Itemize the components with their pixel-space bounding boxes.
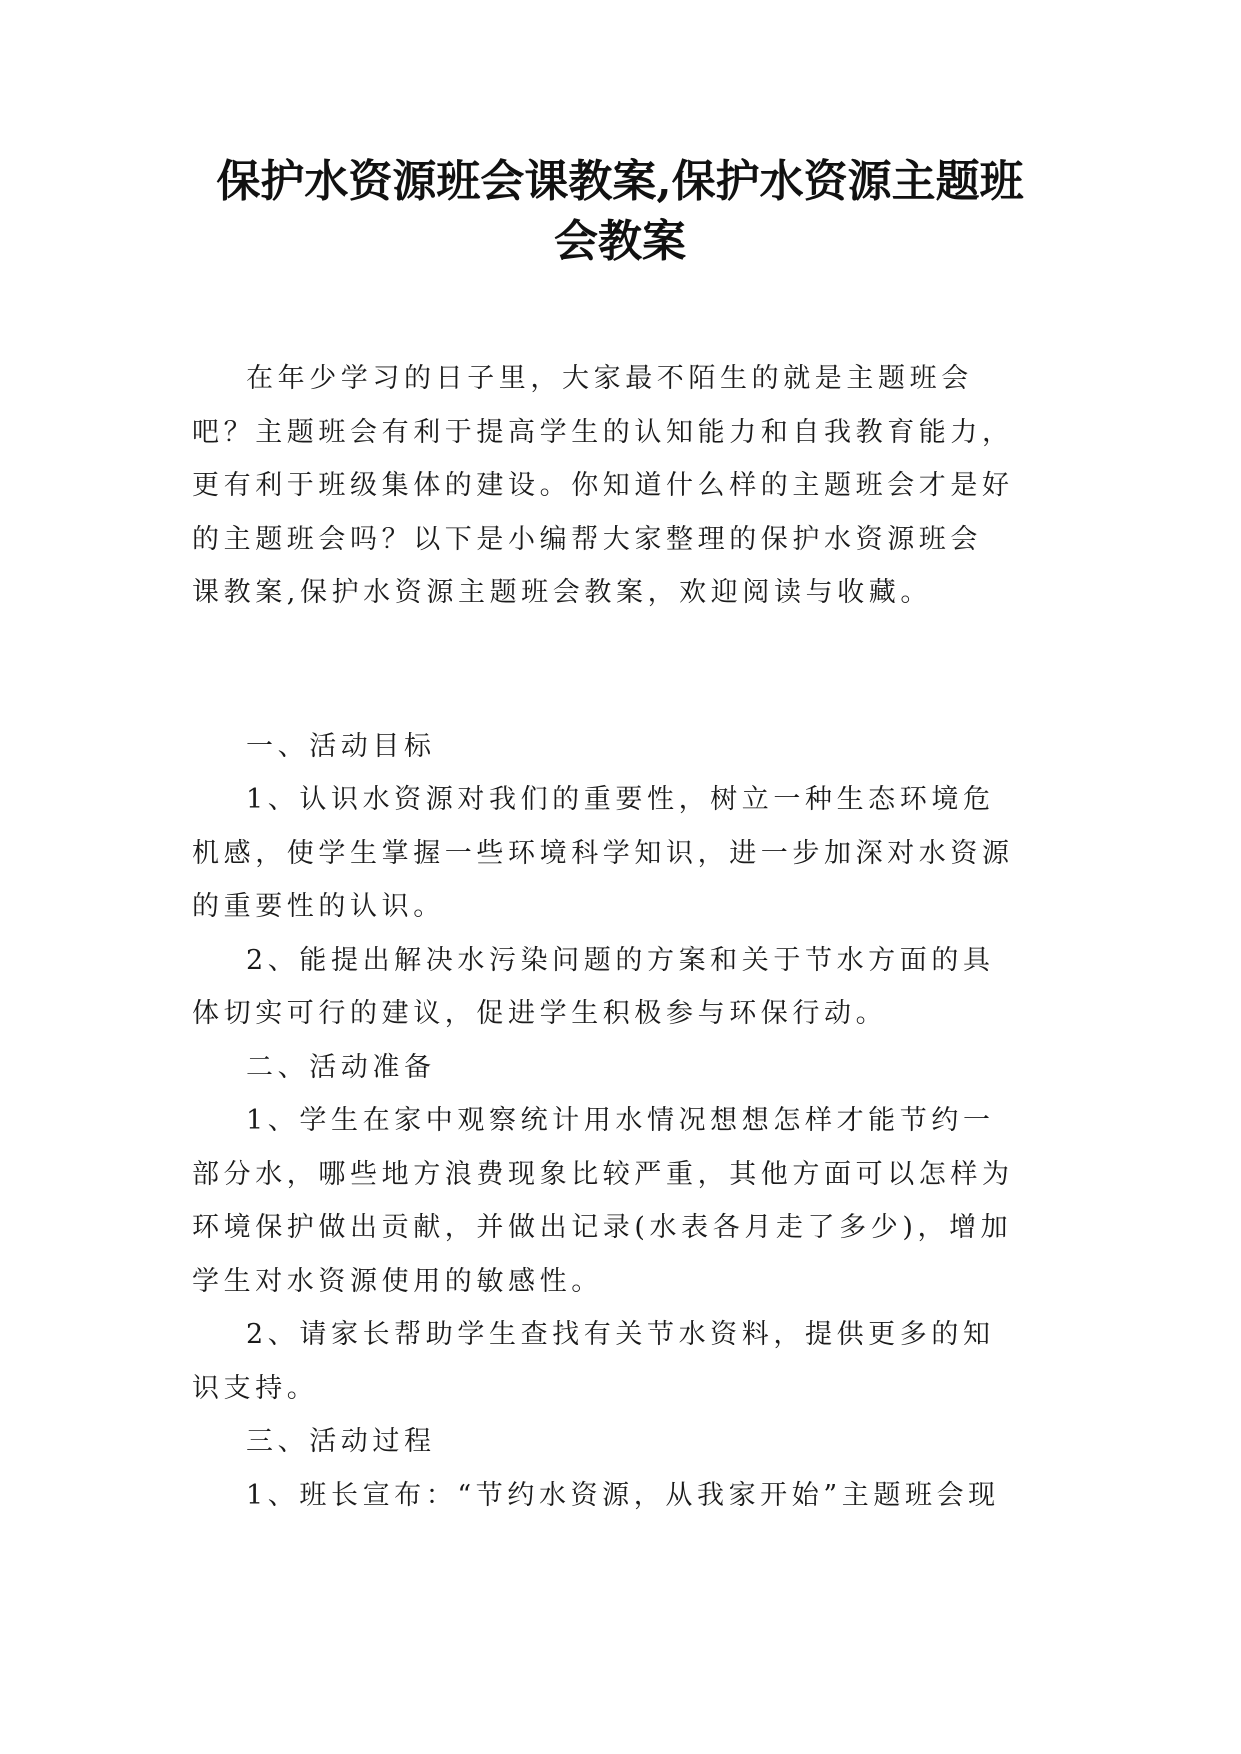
body-paragraph — [192, 934, 1052, 1041]
section-heading — [192, 1415, 1052, 1469]
text-line: 在年少学习的日子里，大家最不陌生的就是主题班会 — [246, 363, 973, 394]
text-line: 学生对水资源使用的敏感性。 — [192, 1265, 603, 1297]
text-line: 一、活动目标 — [246, 730, 436, 762]
text-line: 的主题班会吗？以下是小编帮大家整理的保护水资源班会 — [192, 523, 982, 555]
text-line: 2、能提出解决水污染问题的方案和关于节水方面的具 — [246, 944, 995, 976]
title-line: 保护水资源班会课教案,保护水资源主题班 — [216, 156, 1024, 207]
text-line: 二、活动准备 — [246, 1051, 436, 1083]
body-paragraph — [192, 1469, 1052, 1523]
title-line: 会教案 — [554, 216, 686, 267]
section-heading — [192, 720, 1052, 774]
text-line: 机感，使学生掌握一些环境科学知识，进一步加深对水资源 — [192, 837, 1014, 869]
paragraph-spacer — [192, 620, 1052, 720]
text-line: 1、认识水资源对我们的重要性，树立一种生态环境危 — [246, 784, 995, 815]
text-line: 2、请家长帮助学生查找有关节水资料，提供更多的知 — [246, 1319, 995, 1350]
text-line: 识支持。 — [192, 1372, 319, 1404]
page-title — [180, 152, 1060, 272]
section-heading — [192, 1041, 1052, 1095]
text-line: 1、班长宣布：“节约水资源，从我家开始”主题班会现 — [246, 1479, 1000, 1511]
text-line: 的重要性的认识。 — [192, 891, 445, 922]
document-body — [192, 352, 1052, 1522]
body-paragraph — [192, 1308, 1052, 1415]
text-line: 课教案,保护水资源主题班会教案，欢迎阅读与收藏。 — [192, 577, 932, 608]
text-line: 吧？主题班会有利于提高学生的认知能力和自我教育能力， — [192, 416, 1014, 448]
intro-paragraph — [192, 352, 1052, 620]
body-paragraph — [192, 1094, 1052, 1308]
text-line: 环境保护做出贡献，并做出记录(水表各月走了多少)，增加 — [192, 1212, 1013, 1243]
text-line: 三、活动过程 — [246, 1426, 436, 1457]
text-line: 更有利于班级集体的建设。你知道什么样的主题班会才是好 — [192, 470, 1014, 501]
text-line: 体切实可行的建议，促进学生积极参与环保行动。 — [192, 998, 888, 1029]
body-paragraph — [192, 773, 1052, 934]
text-line: 1、学生在家中观察统计用水情况想想怎样才能节约一 — [246, 1105, 995, 1136]
text-line: 部分水，哪些地方浪费现象比较严重，其他方面可以怎样为 — [192, 1158, 1014, 1190]
